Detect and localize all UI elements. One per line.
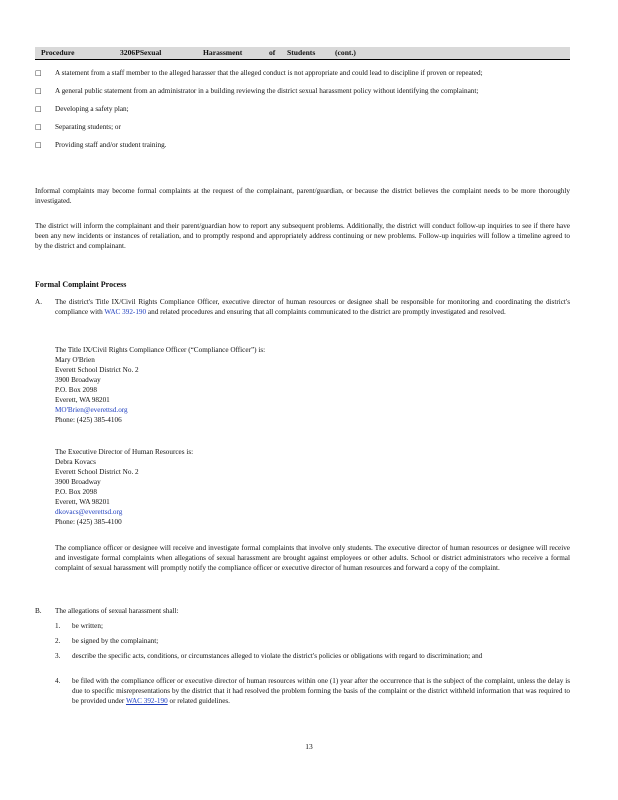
item-text: be filed with the compliance officer or executive director of human resources within one (1) year after the occurrence that is the subject of the complaint, unless the delay is due to specific misrepresentations by the district that it had resolved the problem forming the basis of the complaint or the district withheld information that was required to be provided under WAC 392-190 or related guidelines. (72, 677, 570, 705)
section-a-text: The district's Title IX/Civil Rights Compliance Officer, executive director of human resources or designee shall be responsible for monitoring and coordinating the district's compliance with WAC 392-190 and related procedures and ensuring that all complaints communicated to the district are promptly investigated and resolved. (55, 298, 570, 316)
header-cont: (cont.) (335, 48, 356, 57)
hr-intro: The Executive Director of Human Resources is: (55, 448, 194, 456)
header-students: Students (287, 48, 316, 57)
hr-address-block (55, 457, 355, 527)
list-item: □ Providing staff and/or student training. (35, 141, 167, 149)
page-number: 13 (305, 742, 313, 751)
checkbox-glyph-icon: □ (35, 105, 42, 113)
officer-district: Everett School District No. 2 (55, 366, 139, 374)
wac-link[interactable]: WAC 392-190 (104, 308, 147, 316)
item-number: 4. (55, 677, 61, 685)
checkbox-glyph-icon: □ (35, 87, 42, 95)
section-a-label: A. (35, 298, 42, 306)
bullet-list (35, 68, 570, 158)
designee-paragraph: The compliance officer or designee will receive and investigate formal complaints that involve only students. The executive director of human resources or designee will receive and investigate formal complaints when allegations of sexual harassment are brought against employees or other adults. School or district administrators who receive a formal complaint of sexual harassment will promptly notify the compliance officer or executive director of human resources and forward a copy of the complaint. (55, 544, 570, 572)
officer-street: 3900 Broadway (55, 376, 101, 384)
wac-link[interactable]: WAC 392-190 (125, 697, 168, 705)
informal-complaints-paragraph: Informal complaints may become formal complaints at the request of the complainant, parent/guardian, or because the district believes the complaint needs to be more thoroughly investigated. (35, 187, 570, 205)
checkbox-glyph-icon: □ (35, 123, 42, 131)
hr-street: 3900 Broadway (55, 478, 101, 486)
header-code-title: 3206PSexual (120, 48, 162, 57)
item-number: 1. (55, 622, 61, 630)
section-b-intro: The allegations of sexual harassment shall: (55, 607, 179, 615)
officer-phone: Phone: (425) 385-4106 (55, 416, 122, 424)
hr-po-box: P.O. Box 2098 (55, 488, 97, 496)
hr-email-link[interactable]: dkovacs@everettsd.org (55, 508, 123, 516)
item-text: describe the specific acts, conditions, or circumstances alleged to violate the district's policies or obligations with regard to discrimination; and (72, 652, 483, 660)
list-item: □ Separating students; or (35, 123, 121, 131)
list-item: □ A general public statement from an administrator in a building reviewing the district sexual harassment policy without identifying the complainant; (35, 87, 479, 95)
procedure-header (35, 47, 570, 60)
header-procedure: Procedure (41, 48, 75, 57)
officer-email-link[interactable]: MO'Brien@everettsd.org (55, 406, 128, 414)
hr-district: Everett School District No. 2 (55, 468, 139, 476)
officer-name: Mary O'Brien (55, 356, 95, 364)
officer-po-box: P.O. Box 2098 (55, 386, 97, 394)
list-item: □ Developing a safety plan; (35, 105, 129, 113)
item-number: 3. (55, 652, 61, 660)
officer-intro: The Title IX/Civil Rights Compliance Officer (“Compliance Officer”) is: (55, 346, 266, 354)
checkbox-glyph-icon: □ (35, 141, 42, 149)
item-number: 2. (55, 637, 61, 645)
header-of: of (269, 48, 276, 57)
item-text: be written; (72, 622, 103, 630)
hr-name: Debra Kovacs (55, 458, 96, 466)
formal-complaint-heading: Formal Complaint Process (35, 280, 127, 289)
header-harassment: Harassment (203, 48, 243, 57)
hr-city: Everett, WA 98201 (55, 498, 110, 506)
hr-phone: Phone: (425) 385-4100 (55, 518, 122, 526)
section-b-label: B. (35, 607, 42, 615)
officer-city: Everett, WA 98201 (55, 396, 110, 404)
item-text: be signed by the complainant; (72, 637, 159, 645)
officer-address-block (55, 355, 355, 425)
list-item: □ A statement from a staff member to the alleged harasser that the alleged conduct is not appropriate and could lead to discipline if proven or repeated; (35, 69, 483, 77)
checkbox-glyph-icon: □ (35, 69, 42, 77)
follow-up-paragraph: The district will inform the complainant and their parent/guardian how to report any subsequent problems. Additionally, the district will conduct follow-up inquiries to see if there have been any new incidents or instances of retaliation, and to promptly respond and appropriately address continuing or new problems. Follow-up inquiries will follow a timeline agreed to by the district and complainant. (35, 222, 570, 250)
